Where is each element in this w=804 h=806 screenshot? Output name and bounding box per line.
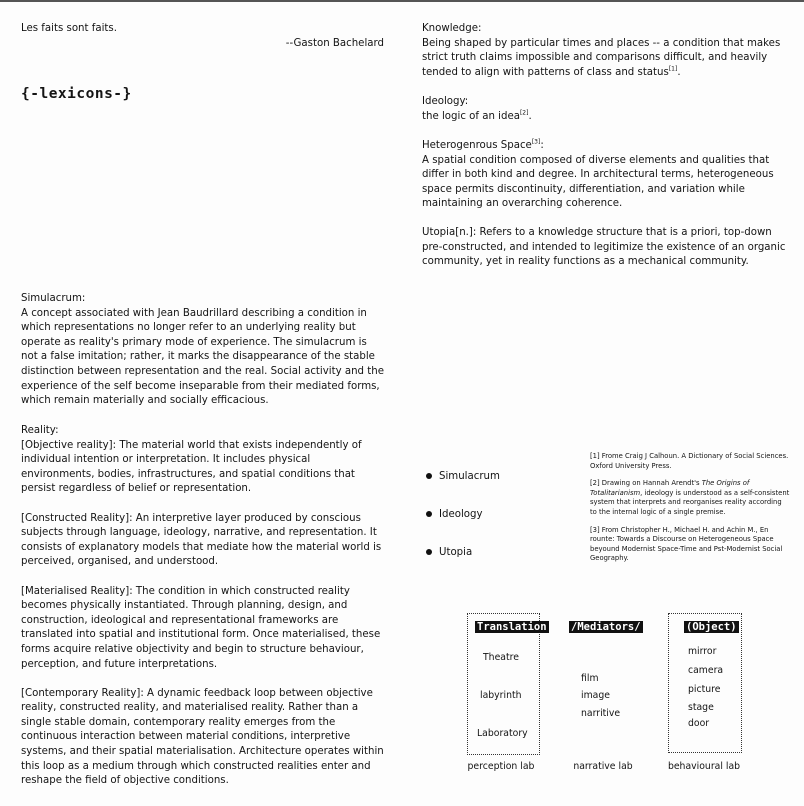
utopia-definition: Utopia[n.]: Refers to a knowledge structure that is a priori, top-down pre-constructed, and intended to legitimize the existence of an organic community, yet in reality functions as a mechanical community.	[422, 227, 786, 268]
simulacrum-body: A concept associated with Jean Baudrillard describing a condition in which representations no longer refer to an underlying reality but operate as reality's primary mode of experience. The simulacrum is not a false imitation; rather, it marks the disappearance of the stable distinction between representation and the real. Social activity and the experience of the self become inseparable from their mediated forms, which remain materially and socially efficacious.	[21, 307, 384, 407]
object-item: mirror	[688, 646, 717, 657]
object-item: camera	[688, 665, 724, 676]
perception-lab-label: perception lab	[467, 761, 535, 772]
bullet-icon	[426, 549, 432, 555]
object-item: door	[688, 718, 710, 729]
footnote-ref-1: [1]	[668, 65, 678, 73]
list-item: Utopia	[426, 533, 500, 571]
heterogeneous-space-definition	[422, 139, 794, 212]
translation-heading: Translation	[477, 621, 547, 633]
bullet-icon	[426, 511, 432, 517]
footnote-2: [2] Drawing on Hannah Arendt's The Origins of Totalitarianism, ideology is understood as a self-consistent system that interprets and reorganises reality according to the internal logic of a single premise.	[590, 479, 790, 516]
reality-definition	[21, 424, 386, 789]
heterogeneous-body: A spatial condition composed of diverse elements and qualities that differ in both kind and degree. In architectural terms, heterogeneous space permits discontinuity, differentiation, and variation while maintaining an overarching coherence.	[422, 154, 774, 210]
knowledge-term: Knowledge:	[422, 23, 482, 34]
simulacrum-term: Simulacrum:	[21, 293, 86, 304]
materialised-reality: [Materialised Reality]: The condition in which constructed reality becomes physically instantiated. Through planning, design, and construction, ideological and representational frameworks are translated into spatial and institutional form. Once materialised, these forms acquire relative objectivity and begin to structure behaviour, perception, and future interpretations.	[21, 585, 381, 670]
reality-term: Reality:	[21, 425, 59, 436]
translation-item: labyrinth	[480, 690, 522, 701]
epigraph	[21, 22, 384, 51]
constructed-reality: [Constructed Reality]: An interpretive layer produced by conscious subjects through language, ideology, narrative, and representation. It consists of explanatory models that mediate how the material world is perceived, organised, and understood.	[21, 512, 382, 568]
footnote-3: [3] From Christopher H., Michael H. and Achin M., En rounte: Towards a Discourse on Heterogeneous Space beyound Modernist Space-Time and Pst-Modernist Social Geography.	[590, 525, 783, 563]
mediators-item: film	[581, 673, 599, 684]
footnote-ref-2: [2]	[519, 109, 529, 117]
quote-author: --Gaston Bachelard	[285, 37, 384, 49]
translation-item: Theatre	[483, 652, 519, 663]
mediators-heading: /Mediators/	[571, 621, 641, 633]
bullet-icon	[426, 473, 432, 479]
footnote-1: [1] Frome Craig J Calhoun. A Dictionary of Social Sciences. Oxford University Press.	[590, 452, 789, 470]
knowledge-body: Being shaped by particular times and places -- a condition that makes strict truth claims impossible and comparisons difficult, and heavily tended to align with patterns of class and status[1].	[422, 37, 781, 78]
ideology-term: Ideology:	[422, 96, 469, 107]
object-heading: (Object)	[686, 621, 737, 633]
quote-text: Les faits sont faits.	[21, 23, 117, 34]
knowledge-definition	[422, 22, 794, 80]
ideology-body: the logic of an idea[2].	[422, 109, 532, 122]
object-item: picture	[688, 684, 721, 695]
contemporary-reality: [Contemporary Reality]: A dynamic feedback loop between objective reality, constructed reality, and materialised reality. Rather than a single stable domain, contemporary reality emerges from the continuous interaction between material conditions, interpretive systems, and their spatial materialisation. Architecture operates within this loop as a medium through which constructed realities enter and reshape the field of objective conditions.	[21, 687, 384, 787]
heterogeneous-term: Heterogenrous Space[3]:	[422, 138, 544, 151]
mediators-item: narritive	[581, 708, 621, 719]
list-item: Ideology	[426, 495, 500, 533]
objective-reality: [Objective reality]: The material world that exists independently of individual intention or interpretation. It includes physical environments, bodies, infrastructures, and spatial conditions that persist regardless of belief or representation.	[21, 439, 362, 495]
footnote-ref-3: [3]	[531, 138, 541, 146]
ideology-definition	[422, 95, 794, 124]
list-item: Simulacrum	[426, 457, 500, 495]
lexicons-logo: {-lexicons-}	[21, 86, 132, 102]
behavioural-lab-label: behavioural lab	[667, 761, 741, 772]
mediators-item: image	[581, 690, 610, 701]
narrative-lab-label: narrative lab	[573, 761, 633, 772]
object-item: stage	[688, 702, 714, 713]
translation-item: Laboratory	[477, 728, 528, 739]
object-box	[668, 613, 742, 753]
simulacrum-definition	[21, 292, 386, 409]
concept-list	[426, 457, 500, 571]
footnotes	[590, 452, 790, 572]
